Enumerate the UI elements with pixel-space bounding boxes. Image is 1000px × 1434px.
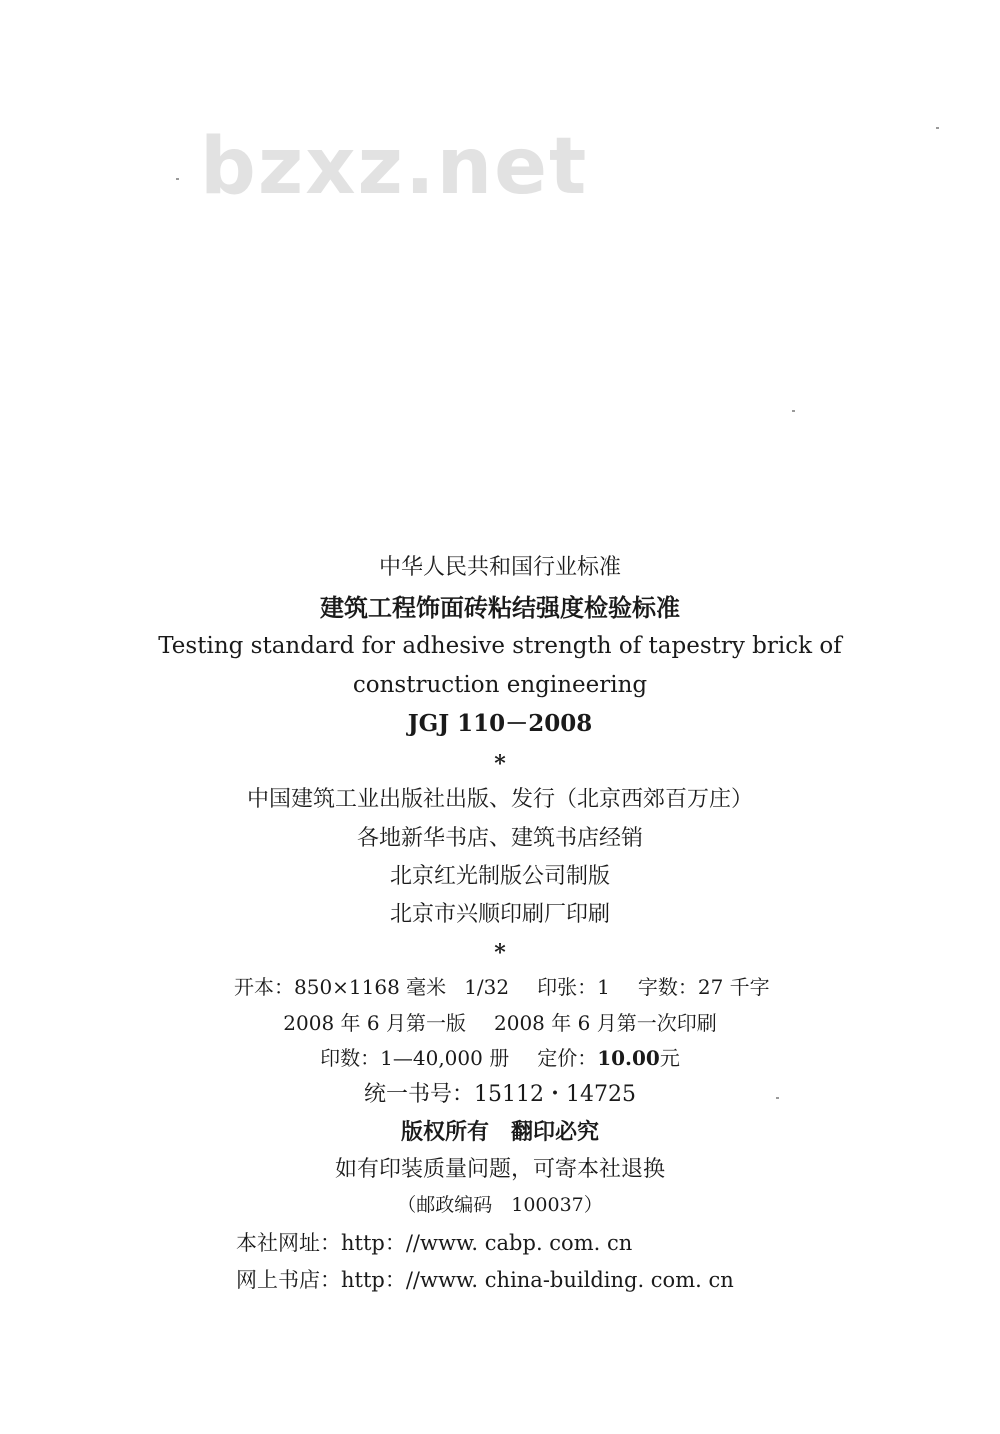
distributor-line: 各地新华书店、建筑书店经销 [356, 826, 643, 851]
edition-line [0, 1013, 1000, 1033]
format-line [234, 977, 770, 997]
printer-line: 北京市兴顺印刷厂印刷 [389, 902, 610, 927]
online-store-label: 网上书店： [236, 1268, 341, 1292]
print-run: 印数：1—40,000 册 [320, 1046, 510, 1070]
book-number: 统一书号：15112・14725 [364, 1082, 636, 1107]
price-unit: 元 [659, 1046, 680, 1070]
postal-code: （邮政编码 100037） [397, 1194, 603, 1216]
online-store-line [236, 1270, 734, 1291]
price-label: 定价： [537, 1046, 598, 1070]
sheet-count: 印张：1 [537, 975, 610, 999]
online-store-url[interactable]: http：//www. china-building. com. cn [341, 1268, 734, 1292]
copyright-notice: 版权所有 翻印必究 [400, 1119, 599, 1145]
first-printing: 2008 年 6 月第一次印刷 [494, 1011, 717, 1035]
format-size: 开本：850×1168 毫米 [234, 975, 447, 999]
word-count: 字数：27 千字 [637, 975, 770, 999]
return-notice: 如有印装质量问题，可寄本社退换 [334, 1157, 665, 1182]
publisher-line: 中国建筑工业出版社出版、发行（北京西郊百万庄） [246, 787, 753, 812]
scan-speck [936, 127, 939, 129]
title-chinese: 建筑工程饰面砖粘结强度检验标准 [320, 593, 680, 622]
website-line [236, 1233, 632, 1254]
scan-speck [176, 178, 179, 180]
title-english-line-1: Testing standard for adhesive strength of tapestry brick of [158, 633, 842, 659]
website-label: 本社网址： [236, 1231, 341, 1255]
first-edition: 2008 年 6 月第一版 [283, 1011, 466, 1035]
website-url[interactable]: http：//www. cabp. com. cn [341, 1231, 633, 1255]
title-english-line-2: construction engineering [352, 672, 648, 698]
watermark: bzxz.net [200, 122, 589, 212]
separator-asterisk: * [494, 751, 506, 777]
standard-code: JGJ 110－2008 [407, 710, 593, 737]
standard-category: 中华人民共和国行业标准 [378, 555, 621, 580]
price-value: 10.00 [597, 1046, 660, 1070]
separator-asterisk: * [494, 940, 506, 966]
scan-speck [792, 410, 795, 412]
print-run-line [0, 1048, 1000, 1068]
format-fraction: 1/32 [464, 975, 510, 999]
plate-maker-line: 北京红光制版公司制版 [389, 864, 610, 889]
